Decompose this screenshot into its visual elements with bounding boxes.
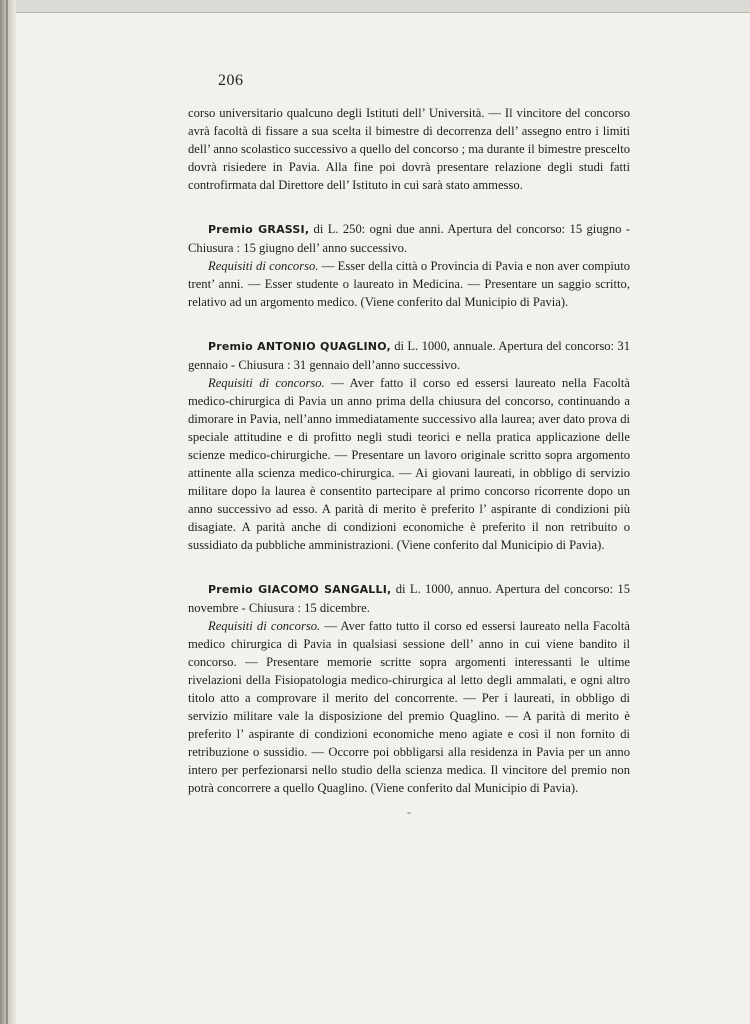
prize-sangalli-heading: Premio GIACOMO SANGALLI, bbox=[208, 583, 392, 596]
page-number: 206 bbox=[218, 72, 244, 89]
prize-grassi-req-label: Requisiti di concorso. bbox=[208, 259, 319, 273]
prize-sangalli-details: di L. 1000, annuo. Apertura del concorso: 15 novembre - Chiusura : 15 dicembre. bbox=[188, 582, 630, 615]
prize-grassi-details: di L. 250: ogni due anni. Apertura del concorso: 15 giugno - Chiusura : 15 giugno dell’ anno successivo. bbox=[188, 222, 630, 255]
book-binding-edge bbox=[0, 0, 16, 1024]
page-content bbox=[188, 72, 630, 820]
prize-quaglino-heading: Premio ANTONIO QUAGLINO, bbox=[208, 340, 391, 353]
intro-paragraph: corso universitario qualcuno degli Istituti dell’ Università. — Il vincitore del concorso avrà facoltà di fissare a sua scelta il bimestre di decorrenza dell’ assegno entro i limiti dell’ anno scolastico successivo a quello del concorso ; ma durante il bimestre prescelto dovrà risiedere in Pavia. Alla fine poi dovrà presentare relazione degli studi fatti controfirmata dal Direttore dell’ Istituto in cui sarà stato ammesso. bbox=[188, 106, 630, 192]
prize-grassi-requirements bbox=[188, 257, 630, 311]
end-mark: ‐ bbox=[407, 805, 411, 819]
prize-sangalli-req-text: — Aver fatto tutto il corso ed essersi laureato nella Facoltà medico chirurgica di Pavia in qualsiasi sessione dell’ anno in cui viene bandito il concorso. — Presentare memorie scritte sopra argomenti interessanti le ultime rivelazioni della Fisiopatologia medico-chirurgica al letto degli ammalati, e ogni altro titolo atto a comprovare il merito del concorrente. — Per i laureati, in obbligo di servizio militare vale la disposizione del premio Quaglino. — A parità di merito è preferito l’ aspirante di condizioni economiche meno agiate e così il non fornito di retribuzione o sussidio. — Occorre poi obbligarsi alla residenza in Pavia per un anno intero per perfezionarsi nello studio della scienza medica. Il vincitore del premio non potrà concorrere a quello Quaglino. (Viene conferito dal Municipio di Pavia). bbox=[188, 619, 631, 795]
prize-grassi-header bbox=[188, 220, 630, 257]
prize-quaglino bbox=[188, 337, 630, 554]
prize-sangalli-req-label: Requisiti di concorso. bbox=[208, 619, 321, 633]
prize-quaglino-requirements bbox=[188, 374, 630, 554]
prize-sangalli-requirements bbox=[188, 617, 630, 797]
prize-quaglino-details: di L. 1000, annuale. Apertura del concorso: 31 gennaio - Chiusura : 31 gennaio dell’anno successivo. bbox=[188, 339, 630, 372]
prize-sangalli bbox=[188, 580, 630, 797]
prize-quaglino-req-text: — Aver fatto il corso ed essersi laureato nella Facoltà medico-chirurgica di Pavia un anno prima della chiusura del concorso, continuando a dimorare in Pavia, nell’anno immediatamente successivo alla laurea; aver dato prova di speciale attitudine e di profitto negli studi teorici e nella pratica applicazione delle scienze medico-chirurgiche. — Presentare un lavoro originale scritto sopra argomento attinente alla scienza medico-chirurgica. — Ai giovani laureati, in obbligo di servizio militare dopo la laurea è consentito partecipare al primo concorso ricorrente dopo un anno successivo ad esso. A parità di merito è preferito l’ aspirante di condizioni più disagiate. A parità anche di condizioni economiche è preferito il non retribuito o sussidiato da pubbliche amministrazioni. (Viene conferito dal Municipio di Pavia). bbox=[188, 376, 630, 552]
prize-quaglino-req-label: Requisiti di concorso. bbox=[208, 376, 325, 390]
prize-quaglino-header bbox=[188, 337, 630, 374]
prize-sangalli-header bbox=[188, 580, 630, 617]
prize-grassi-heading: Premio GRASSI, bbox=[208, 223, 310, 236]
prize-grassi bbox=[188, 220, 630, 311]
page-top-edge bbox=[0, 0, 750, 13]
prize-grassi-req-text: — Esser della città o Provincia di Pavia e non aver compiuto trent’ anni. — Esser studente o laureato in Medicina. — Presentare un saggio scritto, relativo ad un argomento medico. (Viene conferito dal Municipio di Pavia). bbox=[188, 259, 630, 309]
